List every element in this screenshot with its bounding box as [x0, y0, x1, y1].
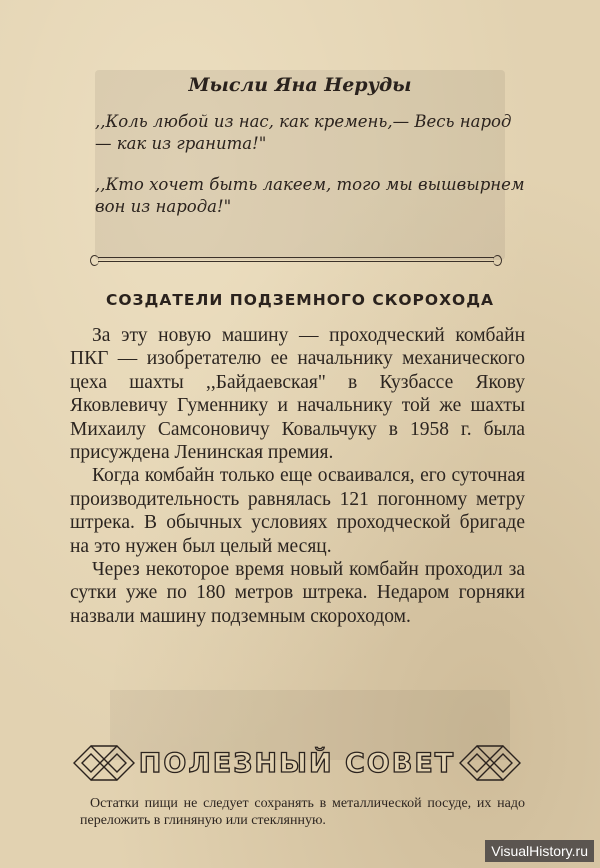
- article-paragraph: За эту новую машину — проходческий комбайн ПКГ — изобретателю ее начальнику механического цеха шахты ,,Байдаевская" в Кузбассе Якову Яковлевичу Гуменнику и начальнику той же шахты Михаилу Самсоновичу Ковальчуку в 1958 г. была присуждена Ленинская премия.: [70, 325, 525, 464]
- lattice-ornament-left-icon: [72, 744, 136, 782]
- show-through-shading: [95, 70, 505, 260]
- article-body: [70, 324, 525, 628]
- quote-2: ,,Кто хочет быть лакеем, того мы вышвырнем вон из народа!": [95, 175, 525, 216]
- lattice-ornament-right-icon: [458, 744, 522, 782]
- tip-banner: [72, 741, 522, 785]
- article-headline: СОЗДАТЕЛИ ПОДЗЕМНОГО СКОРОХОДА: [105, 291, 495, 309]
- article-paragraph: Через некоторое время новый комбайн проходил за сутки уже по 180 метров штрека. Недаром горняки назвали машину подземным скороходом.: [70, 559, 525, 627]
- tip-text: Остатки пищи не следует сохранять в металлической посуде, их надо переложить в глиняную или стеклянную.: [80, 796, 525, 828]
- article-paragraph: Когда комбайн только еще осваивался, его суточная производительность равнялась 121 погонному метру штрека. В обычных условиях проходческой бригаде на это нужен был целый месяц.: [70, 465, 525, 557]
- quote-1: ,,Коль любой из нас, как кремень,— Весь народ — как из гранита!": [95, 112, 512, 153]
- ornamental-divider: [90, 255, 502, 265]
- tip-title: ПОЛЕЗНЫЙ СОВЕТ: [138, 747, 456, 779]
- watermark: VisualHistory.ru: [485, 840, 594, 862]
- quote-block-title: Мысли Яна Неруды: [188, 74, 412, 96]
